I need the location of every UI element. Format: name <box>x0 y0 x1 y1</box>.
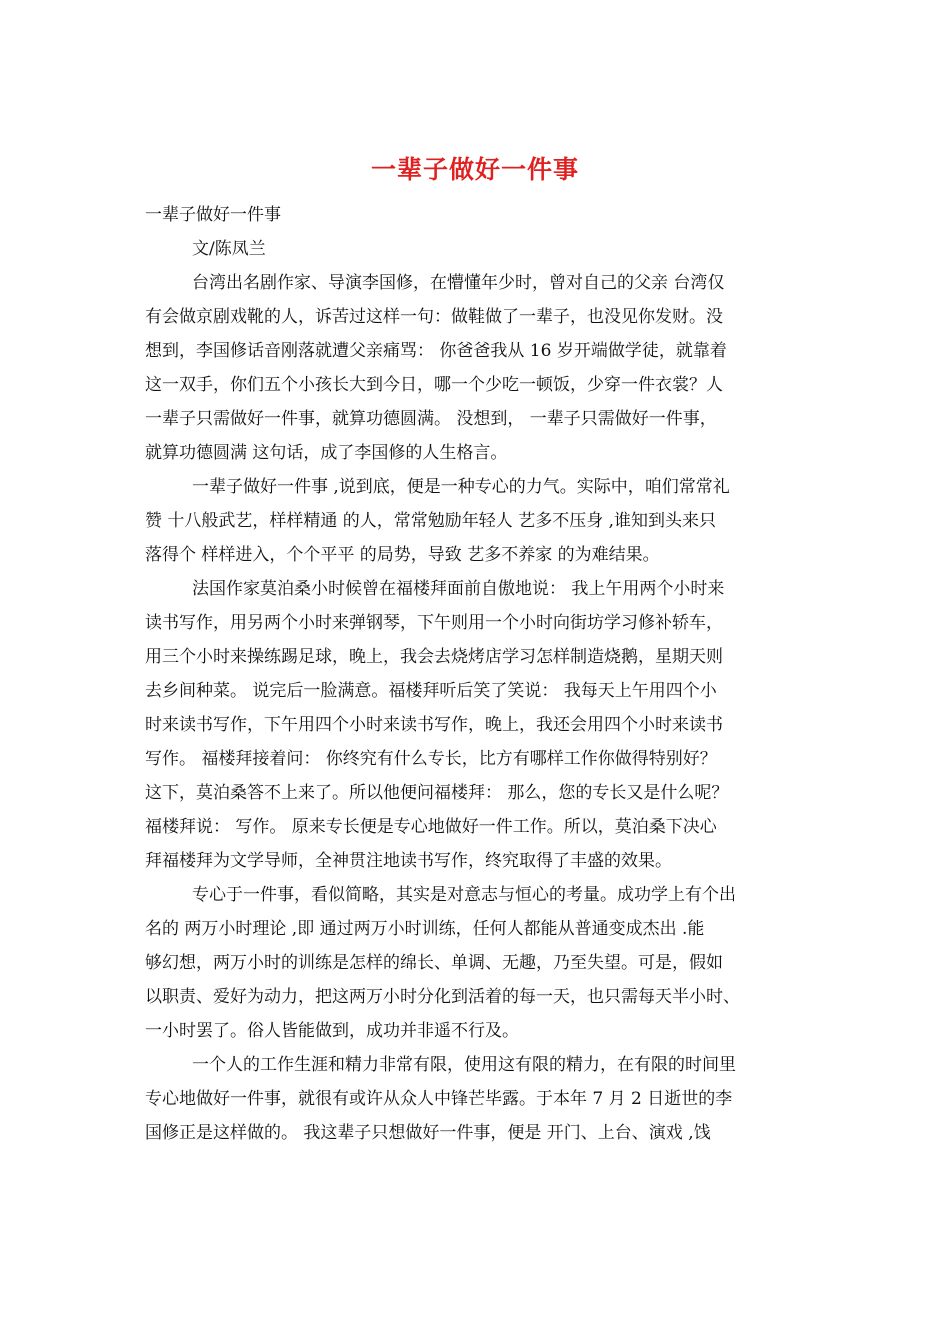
article-heading: 一辈子做好一件事 <box>145 205 281 225</box>
paragraph-line: 这一双手，你们五个小孩长大到今日，哪一个少吃一顿饭，少穿一件衣裳？人 <box>145 375 723 395</box>
paragraph-line: 去乡间种菜。 说完后一脸满意。福楼拜听后笑了笑说： 我每天上午用四个小 <box>145 681 717 701</box>
paragraph-line: 用三个小时来操练踢足球，晚上，我会去烧烤店学习怎样制造烧鹅，星期天则 <box>145 647 723 667</box>
body-paragraph <box>145 572 810 878</box>
paragraph-line: 国修正是这样做的。 我这辈子只想做好一件事，便是 开门、上台、演戏 ,饯 <box>145 1123 711 1143</box>
body-paragraph <box>145 1048 810 1150</box>
paragraph-line: 拜福楼拜为文学导师，全神贯注地读书写作，终究取得了丰盛的效果。 <box>145 851 672 871</box>
body-paragraph <box>145 878 810 1048</box>
paragraph-line: 这下，莫泊桑答不上来了。所以他便问福楼拜： 那么，您的专长又是什么呢？ <box>145 783 729 803</box>
paragraph-line: 落得个 样样进入，个个平平 的局势，导致 艺多不养家 的为难结果。 <box>145 545 660 565</box>
author-line: 文/陈凤兰 <box>192 239 266 259</box>
body-paragraph <box>145 266 810 470</box>
paragraphs-container <box>145 266 810 1150</box>
paragraph-line: 一个人的工作生涯和精力非常有限，使用这有限的精力，在有限的时间里 <box>192 1055 736 1075</box>
paragraph-line: 一小时罢了。俗人皆能做到，成功并非遥不行及。 <box>145 1021 519 1041</box>
document-title: 一辈子做好一件事 <box>370 155 579 184</box>
paragraph-line: 有会做京剧戏靴的人，诉苦过这样一句：做鞋做了一辈子，也没见你发财。没 <box>145 307 723 327</box>
document-body <box>145 198 810 1150</box>
paragraph-line: 想到，李国修话音刚落就遭父亲痛骂： 你爸爸我从 16 岁开端做学徒，就靠着 <box>145 341 727 361</box>
paragraph-line: 法国作家莫泊桑小时候曾在福楼拜面前自傲地说： 我上午用两个小时来 <box>192 579 725 599</box>
paragraph-line: 专心地做好一件事，就很有或许从众人中锋芒毕露。于本年 7 月 2 日逝世的李 <box>145 1089 733 1109</box>
paragraph-line: 福楼拜说： 写作。 原来专长便是专心地做好一件工作。所以，莫泊桑下决心 <box>145 817 717 837</box>
paragraph-line: 一辈子做好一件事 ,说到底，便是一种专心的力气。实际中，咱们常常礼 <box>192 477 730 497</box>
paragraph-line: 以职责、爱好为动力，把这两万小时分化到活着的每一天，也只需每天半小时、 <box>145 987 740 1007</box>
paragraph-line: 赞 十八般武艺，样样精通 的人，常常勉励年轻人 艺多不压身 ,谁知到头来只 <box>145 511 717 531</box>
paragraph-line: 写作。 福楼拜接着问： 你终究有什么专长，比方有哪样工作你做得特别好？ <box>145 749 717 769</box>
paragraph-line: 时来读书写作，下午用四个小时来读书写作，晚上，我还会用四个小时来读书 <box>145 715 723 735</box>
paragraph-line: 读书写作，用另两个小时来弹钢琴，下午则用一个小时向街坊学习修补轿车， <box>145 613 723 633</box>
paragraph-line: 专心于一件事，看似简略，其实是对意志与恒心的考量。成功学上有个出 <box>192 885 736 905</box>
paragraph-line: 台湾出名剧作家、导演李国修，在懵懂年少时，曾对自己的父亲 台湾仅 <box>192 273 725 293</box>
paragraph-line: 一辈子只需做好一件事，就算功德圆满。 没想到， 一辈子只需做好一件事， <box>145 409 717 429</box>
paragraph-line: 够幻想，两万小时的训练是怎样的绵长、单调、无趣，乃至失望。可是，假如 <box>145 953 723 973</box>
body-paragraph <box>145 470 810 572</box>
paragraph-line: 名的 两万小时理论 ,即 通过两万小时训练，任何人都能从普通变成杰出 .能 <box>145 919 705 939</box>
paragraph-line: 就算功德圆满 这句话，成了李国修的人生格言。 <box>145 443 508 463</box>
